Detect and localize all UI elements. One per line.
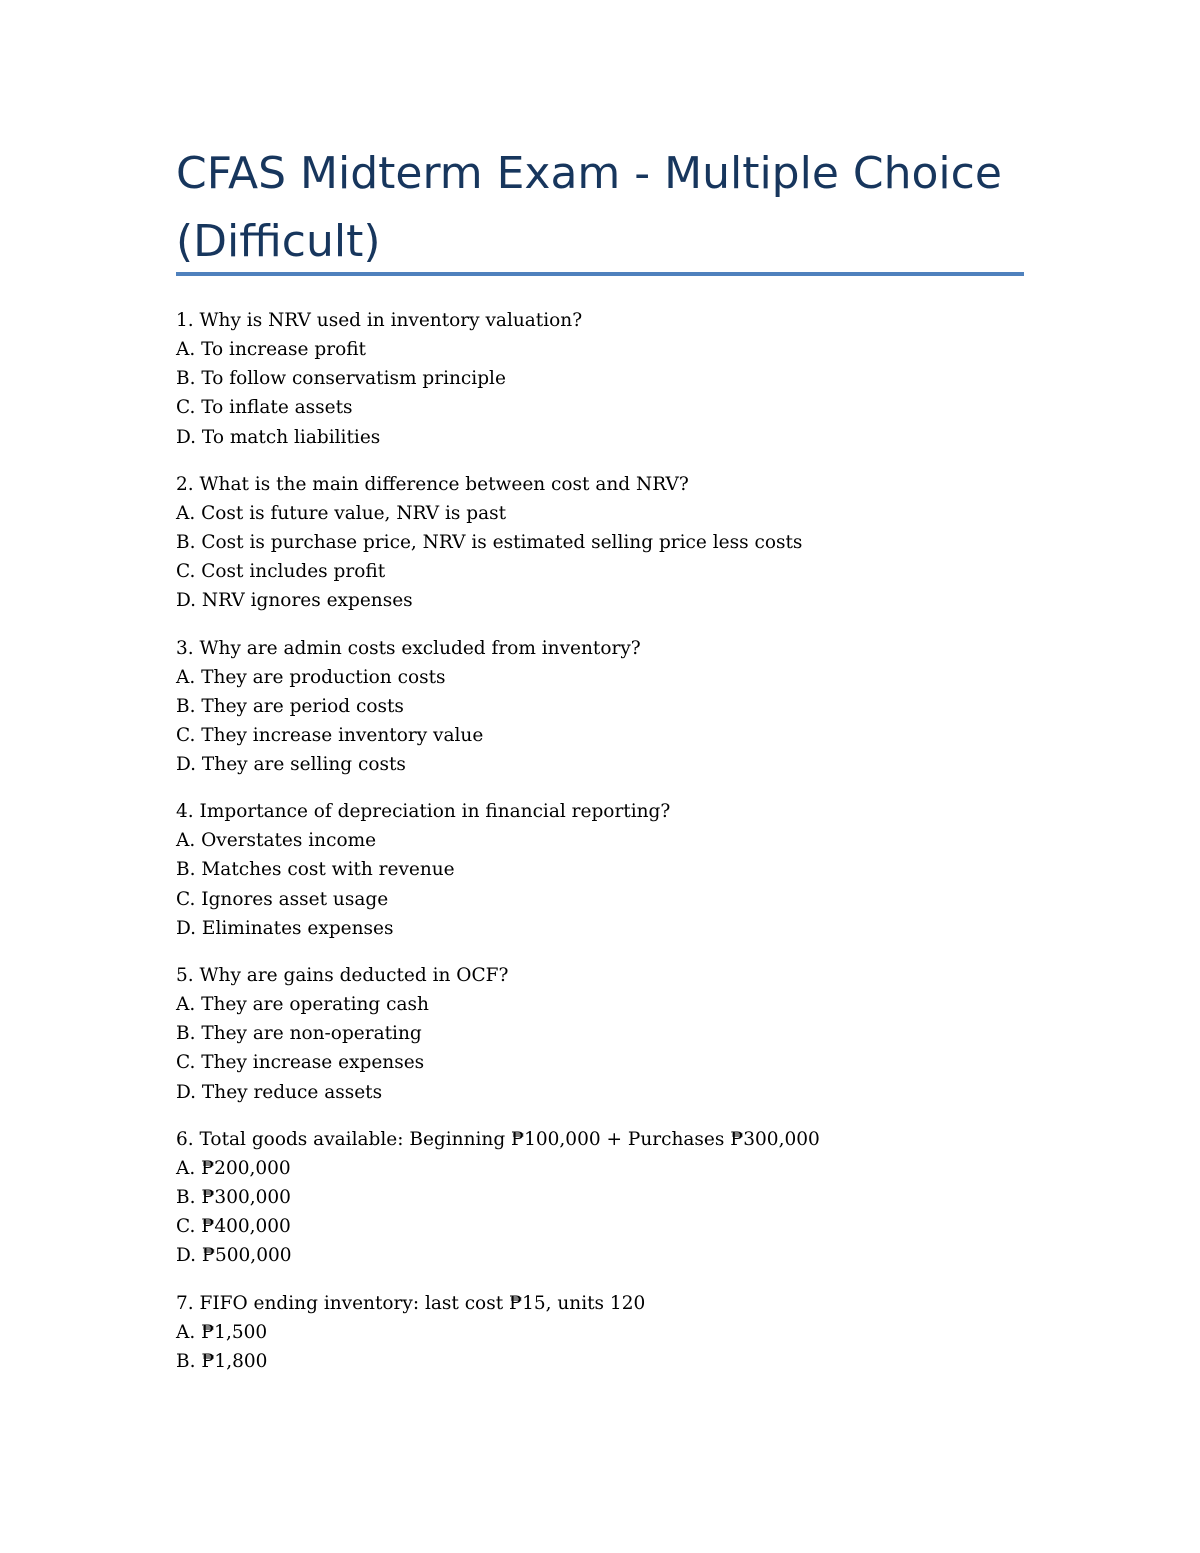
answer-option: D. Eliminates expenses [176,917,394,939]
answer-options [176,663,1036,780]
answer-options [176,990,1036,1107]
question-text: 7. FIFO ending inventory: last cost ₱15, units 120 [176,1292,646,1314]
answer-option: A. Cost is future value, NRV is past [176,502,507,524]
title-underline [176,272,1024,276]
question-text: 1. Why is NRV used in inventory valuation? [176,310,583,331]
question-item [176,634,1036,780]
answer-options [176,335,1036,452]
question-item [176,1289,1036,1376]
answer-option: D. ₱500,000 [176,1245,292,1267]
answer-option: B. They are period costs [176,695,404,717]
answer-options [176,1154,1036,1271]
question-text: 6. Total goods available: Beginning ₱100,000 + Purchases ₱300,000 [176,1128,820,1150]
answer-option: C. Cost includes profit [176,561,386,583]
answer-option: A. They are operating cash [176,994,429,1015]
answer-options [176,1318,1036,1376]
answer-option: B. ₱1,800 [176,1350,268,1372]
answer-option: C. They increase inventory value [176,724,484,746]
question-item [176,306,1036,452]
answer-option: A. Overstates income [176,830,377,852]
question-text: 4. Importance of depreciation in financial reporting? [176,801,671,823]
answer-option: D. NRV ignores expenses [176,590,413,612]
answer-option: D. They are selling costs [176,754,406,776]
answer-option: A. ₱1,500 [176,1321,268,1343]
answer-option: D. They reduce assets [176,1081,383,1103]
answer-option: C. ₱400,000 [176,1216,291,1238]
question-text: 3. Why are admin costs excluded from inventory? [176,637,641,659]
answer-option: C. They increase expenses [176,1052,425,1074]
answer-option: C. Ignores asset usage [176,888,389,910]
answer-option: B. Matches cost with revenue [176,859,455,881]
answer-option: B. ₱300,000 [176,1186,291,1208]
document-title: CFAS Midterm Exam - Multiple Choice (Difficult) [176,148,1002,267]
answer-option: B. They are non-operating [176,1023,422,1045]
answer-option: A. To increase profit [176,339,366,360]
question-text: 5. Why are gains deducted in OCF? [176,965,509,986]
question-item [176,1125,1036,1271]
answer-options [176,826,1036,943]
answer-option: B. To follow conservatism principle [176,368,506,390]
answer-option: A. They are production costs [176,666,446,688]
question-text: 2. What is the main difference between cost and NRV? [176,473,689,495]
answer-option: B. Cost is purchase price, NRV is estimated selling price less costs [176,531,803,553]
answer-option: C. To inflate assets [176,397,353,419]
question-item [176,797,1036,943]
question-list [176,306,1036,1394]
answer-options [176,499,1036,616]
question-item [176,470,1036,616]
answer-option: D. To match liabilities [176,426,381,448]
question-item [176,961,1036,1107]
answer-option: A. ₱200,000 [176,1157,291,1179]
